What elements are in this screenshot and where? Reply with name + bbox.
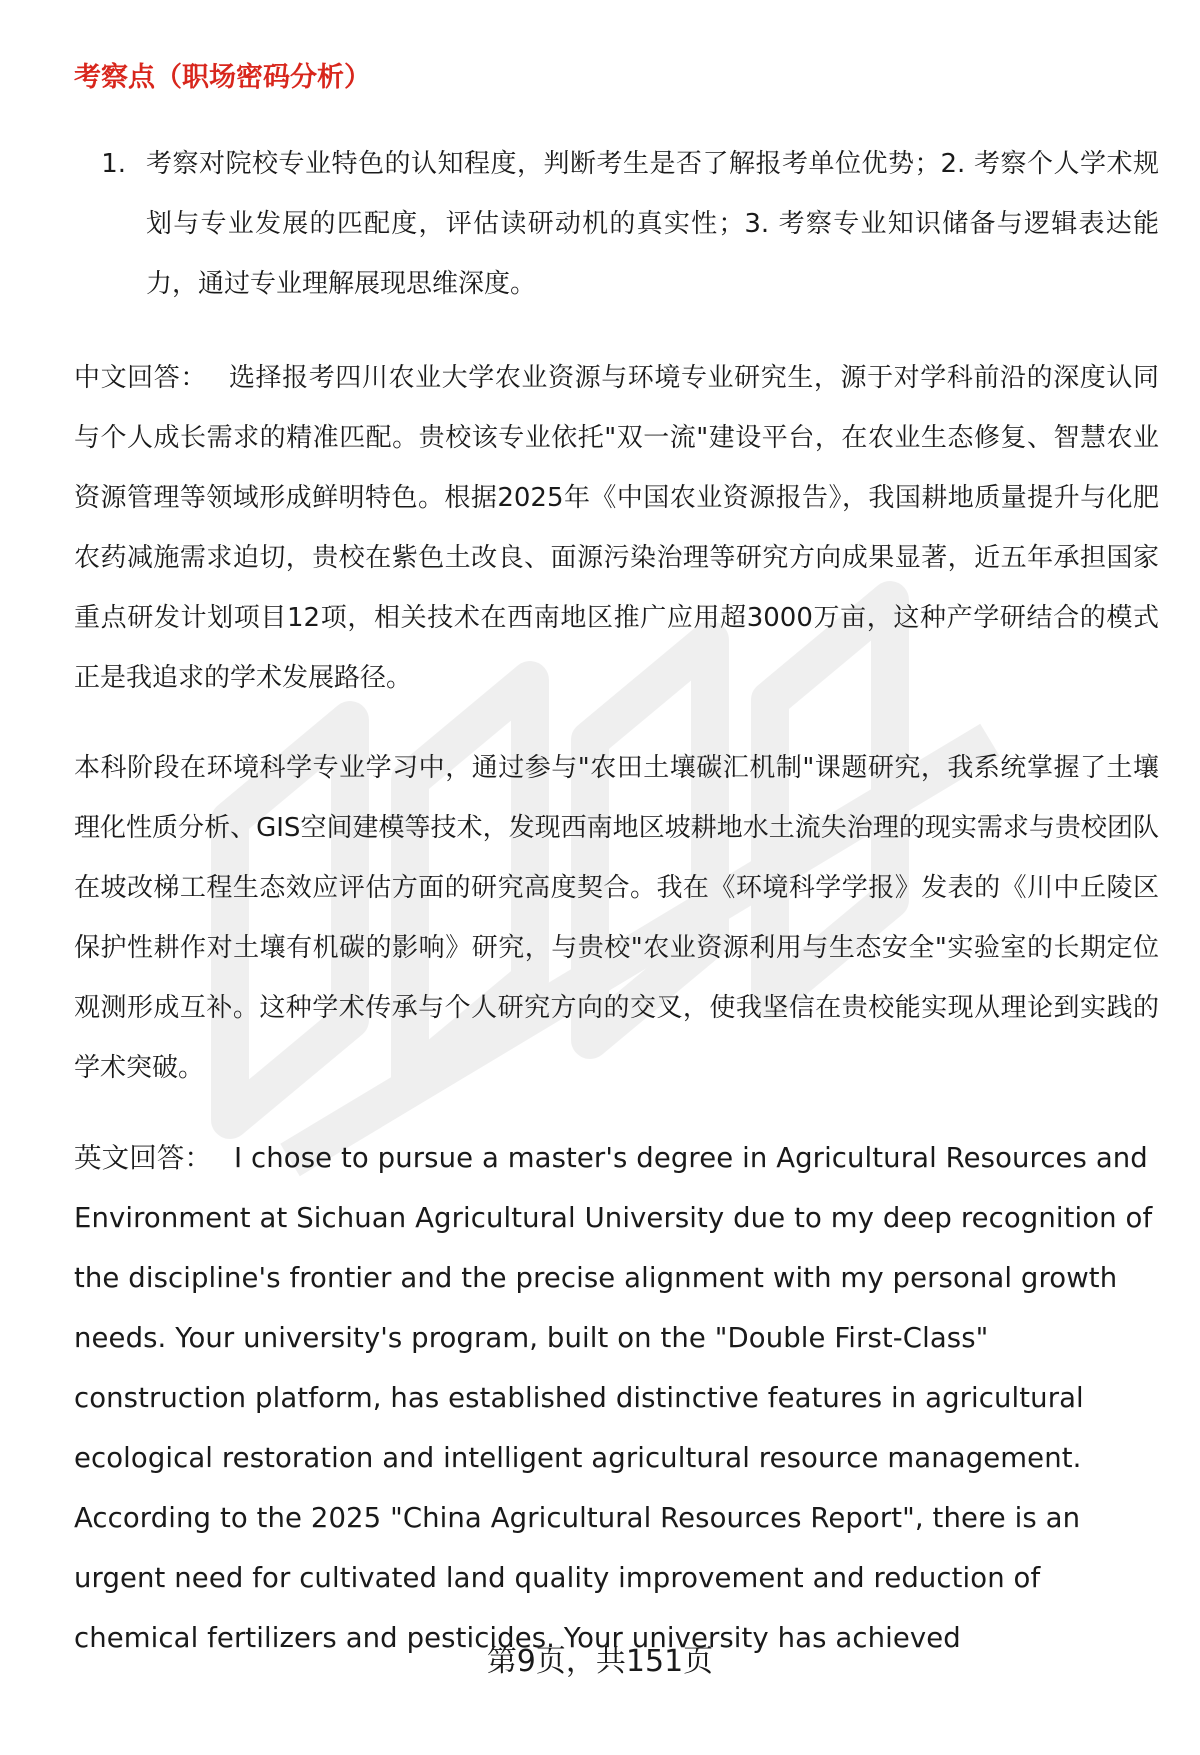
list-item-number: 1.: [101, 149, 126, 179]
page-number-footer: 第9页，共151页: [486, 1644, 714, 1679]
english-answer-paragraph: [74, 1128, 1159, 1668]
chinese-answer-paragraph-1: [74, 348, 1159, 708]
list-item-text: 考察对院校专业特色的认知程度，判断考生是否了解报考单位优势；2. 考察个人学术规划与专业发展的匹配度，评估读研动机的真实性；3. 考察专业知识储备与逻辑表达能力，通过专业理解展现思维深度。: [146, 149, 1159, 299]
section-heading: 考察点（职场密码分析）: [74, 62, 371, 93]
main-content: [74, 58, 1159, 1698]
examination-points-list: [74, 134, 1159, 314]
english-answer-text: I chose to pursue a master's degree in Agricultural Resources and Environment at Sichuan Agricultural University due to my deep recognition of the discipline's frontier and the precise alignment with my personal growth needs. Your university's program, built on the "Double First-Class" construction platform, has established distinctive features in agricultural ecological restoration and intelligent agricultural resource management. According to the 2025 "China Agricultural Resources Report", there is an urgent need for cultivated land quality improvement and reduction of chemical fertilizers and pesticides. Your university has achieved: [74, 1142, 1153, 1654]
english-answer-label: 英文回答：: [74, 1142, 212, 1174]
list-item: [74, 134, 1159, 314]
chinese-answer-label: 中文回答：: [74, 363, 207, 393]
chinese-answer-text-1: 选择报考四川农业大学农业资源与环境专业研究生，源于对学科前沿的深度认同与个人成长需求的精准匹配。贵校该专业依托"双一流"建设平台，在农业生态修复、智慧农业资源管理等领域形成鲜明特色。根据2025年《中国农业资源报告》，我国耕地质量提升与化肥农药减施需求迫切，贵校在紫色土改良、面源污染治理等研究方向成果显著，近五年承担国家重点研发计划项目12项，相关技术在西南地区推广应用超3000万亩，这种产学研结合的模式正是我追求的学术发展路径。: [74, 363, 1159, 693]
chinese-answer-paragraph-2: 本科阶段在环境科学专业学习中，通过参与"农田土壤碳汇机制"课题研究，我系统掌握了土壤理化性质分析、GIS空间建模等技术，发现西南地区坡耕地水土流失治理的现实需求与贵校团队在坡改梯工程生态效应评估方面的研究高度契合。我在《环境科学学报》发表的《川中丘陵区保护性耕作对土壤有机碳的影响》研究，与贵校"农业资源利用与生态安全"实验室的长期定位观测形成互补。这种学术传承与个人研究方向的交叉，使我坚信在贵校能实现从理论到实践的学术突破。: [74, 753, 1159, 1083]
